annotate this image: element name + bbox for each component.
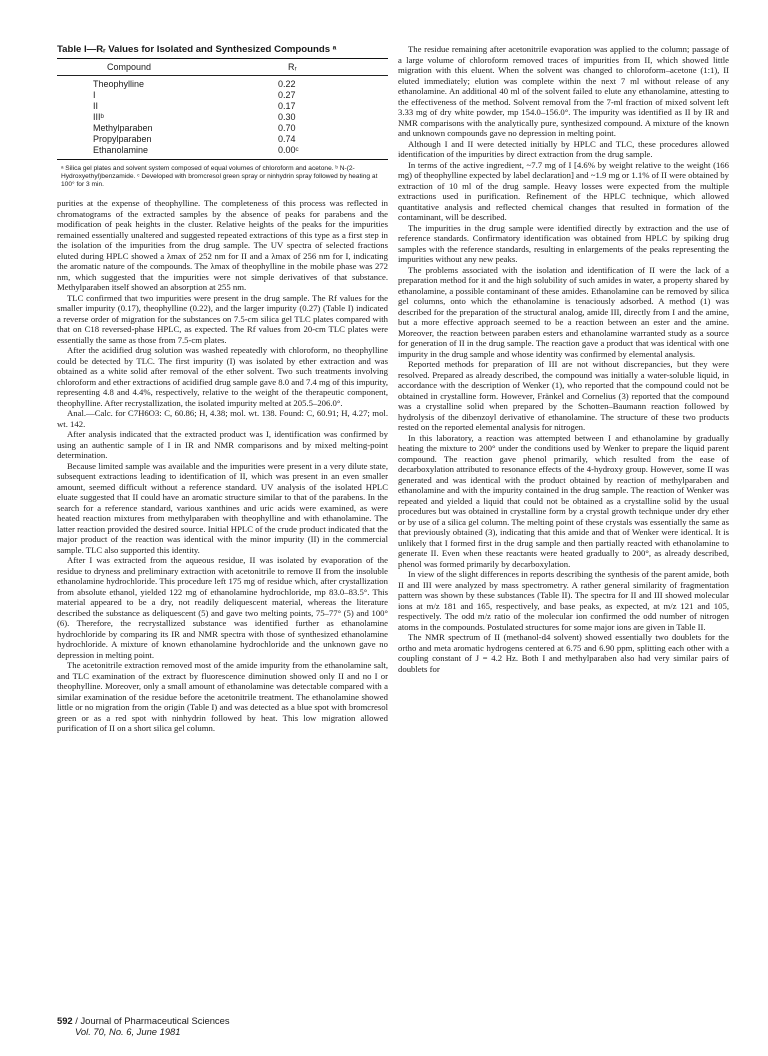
compound-cell: Theophylline xyxy=(93,79,145,89)
header-rf: Rᵣ xyxy=(288,62,297,72)
right-column xyxy=(398,44,729,674)
body-paragraph: Because limited sample was available and the impurities were present in a very dilute state, subsequent extractions leading to identification of II, which was present in an even smaller amount, seemed difficult without a reference standard. UV analysis of the isolated HPLC eluate suggested that II could have an aromatic structure similar to that of the parabens. In the search for a reference standard, various xanthines and uric acids were examined, as were heated reaction mixtures from methylparaben with theophylline and with ethanolamine. The latter reaction provided the desired source. Initial HPLC of the crude product indicated that the major product of the reaction was identical with the minor impurity (II) in the commercial sample. TLC also supported this identity. xyxy=(57,460,388,555)
compound-cell: Propylparaben xyxy=(93,134,152,144)
page-footer xyxy=(57,1015,230,1037)
compound-cell: Methylparaben xyxy=(93,123,153,133)
table-row xyxy=(57,134,388,145)
compound-cell: Ethanolamine xyxy=(93,145,149,155)
body-paragraph: The residue remaining after acetonitrile evaporation was applied to the column; passage of a large volume of chloroform removed traces of impurities from II, which showed little migration with this eluent. When the solvent was changed to chloroform–acetone (1:1), II eluted immediately; elution was complete within the next 7 ml without release of any ethanolamine. An additional 40 ml of the solvent failed to elute any ethanolamine, attesting to the effectiveness of the method. Solvent removal from the 7-ml fraction of mixed solvent left 3.33 mg of dry white powder, mp 154.0–156.0°. The impurity was identified as II by IR and NMR comparisons with the analytically pure, synthesized compound. A mixture of the known and unknown compounds gave no depression in melting point. xyxy=(398,44,729,138)
body-paragraph: TLC confirmed that two impurities were present in the drug sample. The Rf values for the smaller impurity (0.17), theophylline (0.22), and the larger impurity (0.27) (Table I) indicated a reverse order of migration for the substances on 7.5-cm silica gel TLC plates compared with that on C18 reversed-phase HPLC, as expected. The Rf values from 20-cm TLC plates were essentially the same as those from 7.5-cm plates. xyxy=(57,292,388,345)
body-paragraph: After the acidified drug solution was washed repeatedly with chloroform, no theophylline could be detected by TLC. The first impurity (I) was isolated by ether extraction and was obtained as a white solid after removal of the ether solvent. Two such treatments involving chloroform and ether extractions of acidified drug sample gave 8.0 and 7.4 mg of this impurity, representing 4.8 and 4.4%, respectively, relative to the weight of the therapeutic component, theophylline. After recrystallization, the isolated impurity melted at 205.5–206.0°. xyxy=(57,345,388,408)
table-row xyxy=(57,145,388,156)
rf-cell: 0.30 xyxy=(278,112,296,122)
body-paragraph: Reported methods for preparation of III are not without discrepancies, but they were resolved. Prepared as already described, the compound was initially a water-soluble liquid, in accordance with the description of Wenker (1), who reported that the compound could not be obtained in crystalline form. However, Fränkel and Cornelius (3) reported that the compound was a crystalline solid when prepared by the Schotten–Baumann reaction followed by hydrolysis of the dibenzoyl derivative of ethanolamine. The structure of these two products rested on the reported elemental analysis for nitrogen. xyxy=(398,359,729,432)
rf-cell: 0.22 xyxy=(278,79,296,89)
table-bottom-rule xyxy=(57,159,388,160)
body-paragraph: The acetonitrile extraction removed most of the amide impurity from the ethanolamine salt, and TLC examination of the extract by fluorescence diminution showed only II and no I or theophylline. Moreover, only a small amount of ethanolamine was detectable compared with a similar examination of the residue before the acetonitrile treatment. The ethanolamine showed little or no migration from the origin (Table I) and was detected as a blue spot with bromcresol green or as a red spot with ninhydrin followed by heat. This low migration allowed purification of II on a short silica gel column. xyxy=(57,660,388,733)
table-row xyxy=(57,123,388,134)
table-rf-values xyxy=(57,44,388,189)
compound-cell: IIIᵇ xyxy=(93,112,104,122)
body-paragraph: The NMR spectrum of II (methanol-d4 solvent) showed essentially two doublets for the ortho and meta aromatic hydrogens centered at 6.75 and 6.90 ppm, splitting each other with a coupling constant of J = 4.2 Hz. Both I and methylparaben also had very similar pairs of doublets for xyxy=(398,632,729,674)
rf-table xyxy=(57,59,388,159)
body-paragraph: After I was extracted from the aqueous residue, II was isolated by evaporation of the residue to dryness and preliminary extraction with acetonitrile to remove II from the insoluble ethanolamine hydrochloride. This procedure left 175 mg of residue which, after crystallization from absolute ethanol, yielded 122 mg of ethanolamine hydrochloride, mp 83.0–83.5°. This material appeared to be a dry, not readily deliquescent material, whereas the literature described the substance as deliquescent (5) and gave two melting points, 75–77° (5) and 100° (6). Therefore, the recrystallized substance was identified further as ethanolamine hydrochloride by comparing its IR and NMR spectra with those of synthesized ethanolamine hydrochloride. A mixture of known ethanolamine hydrochloride and the unknown gave no depression in melting point. xyxy=(57,555,388,660)
table-row xyxy=(57,101,388,112)
header-compound: Compound xyxy=(107,62,152,72)
body-paragraph: After analysis indicated that the extracted product was I, identification was confirmed by using an authentic sample of I in IR and NMR comparisons and by mixed melting-point determination. xyxy=(57,429,388,460)
rf-cell: 0.74 xyxy=(278,134,296,144)
body-paragraph: In this laboratory, a reaction was attempted between I and ethanolamine by gradually heating the mixture to 200° under the conditions used by Wenker to prepare the liquid parent compound. The reaction gave phenol primarily, which resulted from the ease of decarboxylation attributed to resonance effects of the 4-hydroxy group. However, some II was generated and was identical with the product obtained by reaction of methylparaben and ethanolamine and with the impurity contained in the drug sample. The reaction of Wenker was repeated and yielded a liquid that could not be obtained as a crystalline solid by the usual procedures but was obtained in crystalline form by a crystal growth technique under dry ether or by use of a silica gel column. The melting point of these crystals was essentially the same as that previously obtained (3), indicating that this amide and that of Wenker were identical. It is unlikely that I formed first in the drug sample and then partially reacted with ethanolamine to generate II. Even when these reactants were heated gradually to 200°, as already described, phenol was formed primarily by decarboxylation. xyxy=(398,432,729,569)
body-paragraph: The problems associated with the isolation and identification of II were the lack of a preparation method for it and the high solubility of such amides in water, a property shared by ethanolamine, a possible contaminant of these amides. Ethanolamine can be removed by silica gel columns, onto which the ethanolamine is tenaciously adsorbed. A method (1) was described for the preparation of the structural analog, amide III, directly from I and the amine, but a more effective approach seemed to be a reaction between an ester and the amine. Moreover, the reaction between paraben esters and ethanolamine warranted study as a source for generation of II in the drug sample. The reaction gave a product that was identical with one impurity in the drug sample and whose identity was confirmed by elemental analysis. xyxy=(398,264,729,359)
journal-volume: Vol. 70, No. 6, June 1981 xyxy=(75,1026,181,1037)
rf-cell: 0.27 xyxy=(278,90,296,100)
table-row xyxy=(57,112,388,123)
body-paragraph: The impurities in the drug sample were identified directly by extraction and the use of reference standards. Confirmatory identification was obtained from HPLC by spiking drug samples with the reference standards, resulting in enlargements of the peaks representing the impurities without any new peaks. xyxy=(398,222,729,264)
table-title: Table I—Rᵣ Values for Isolated and Synthesized Compounds ᵃ xyxy=(57,44,337,55)
rf-cell: 0.70 xyxy=(278,123,296,133)
journal-name: / Journal of Pharmaceutical Sciences xyxy=(72,1015,230,1026)
compound-cell: II xyxy=(93,101,99,111)
body-paragraph: In terms of the active ingredient, ~7.7 mg of I [4.6% by weight relative to the weight (166 mg) of theophylline expected by label declaration] and ~1.9 mg or 1.1% of II were obtained by extraction of 10 ml of the drug sample. Heavy losses were expected from the multiple extractions used in purification. Refinement of the HPLC technique, which allowed quantitative analysis and reflected chemical changes that resulted in formation of the contaminant, will be described. xyxy=(398,159,729,222)
table-footnote: ᵃ Silica gel plates and solvent system composed of equal volumes of chloroform and acetone. ᵇ N-(2-Hydroxyethyl)benzamide. ᶜ Developed with bromcresol green spray or ninhydrin spray followed by heating at 100° for 3 min. xyxy=(61,165,378,188)
table-row xyxy=(57,79,388,90)
left-column xyxy=(57,44,388,734)
body-paragraph: Although I and II were detected initially by HPLC and TLC, these procedures allowed identification of the impurities by direct extraction from the drug sample. xyxy=(398,138,729,159)
rf-cell: 0.00ᶜ xyxy=(278,145,299,155)
compound-cell: I xyxy=(93,90,96,100)
body-paragraph: Anal.—Calc. for C7H6O3: C, 60.86; H, 4.38; mol. wt. 138. Found: C, 60.91; H, 4.27; mol. wt. 142. xyxy=(57,408,388,429)
page-number: 592 xyxy=(57,1015,73,1026)
body-paragraph: purities at the expense of theophylline. The completeness of this process was reflected in chromatograms of the extracted samples by the absence of peaks for parabens and the modification of peak heights in the cluster. Relative heights of the peaks for the impurities remained essentially unaltered and suggested repeated extractions of this type as a first step in the isolation of the impurities from the drug sample. The UV spectra of selected fractions eluted during HPLC showed a λmax of 252 nm for II and a λmax of 256 nm for I, indicating the aromatic nature of the compounds. The λmax of theophylline in the mobile phase was 272 nm, which suggested that the impurities were not simple derivatives of that substance. Methylparaben itself showed an absorption at 255 nm. xyxy=(57,198,388,292)
rf-cell: 0.17 xyxy=(278,101,296,111)
table-row xyxy=(57,90,388,101)
body-paragraph: In view of the slight differences in reports describing the synthesis of the parent amide, both II and III were analyzed by mass spectrometry. A rather general similarity of fragmentation pattern was shown by these substances (Table II). The spectra for II and III showed molecular ions at m/z 181 and 165, respectively, and base peaks, as expected, at m/z 121 and 105, respectively. The odd m/z ratio of the molecular ion confirmed the odd number of nitrogen atoms in the compounds. Postulated structures for some major ions are given in Table II. xyxy=(398,569,729,632)
